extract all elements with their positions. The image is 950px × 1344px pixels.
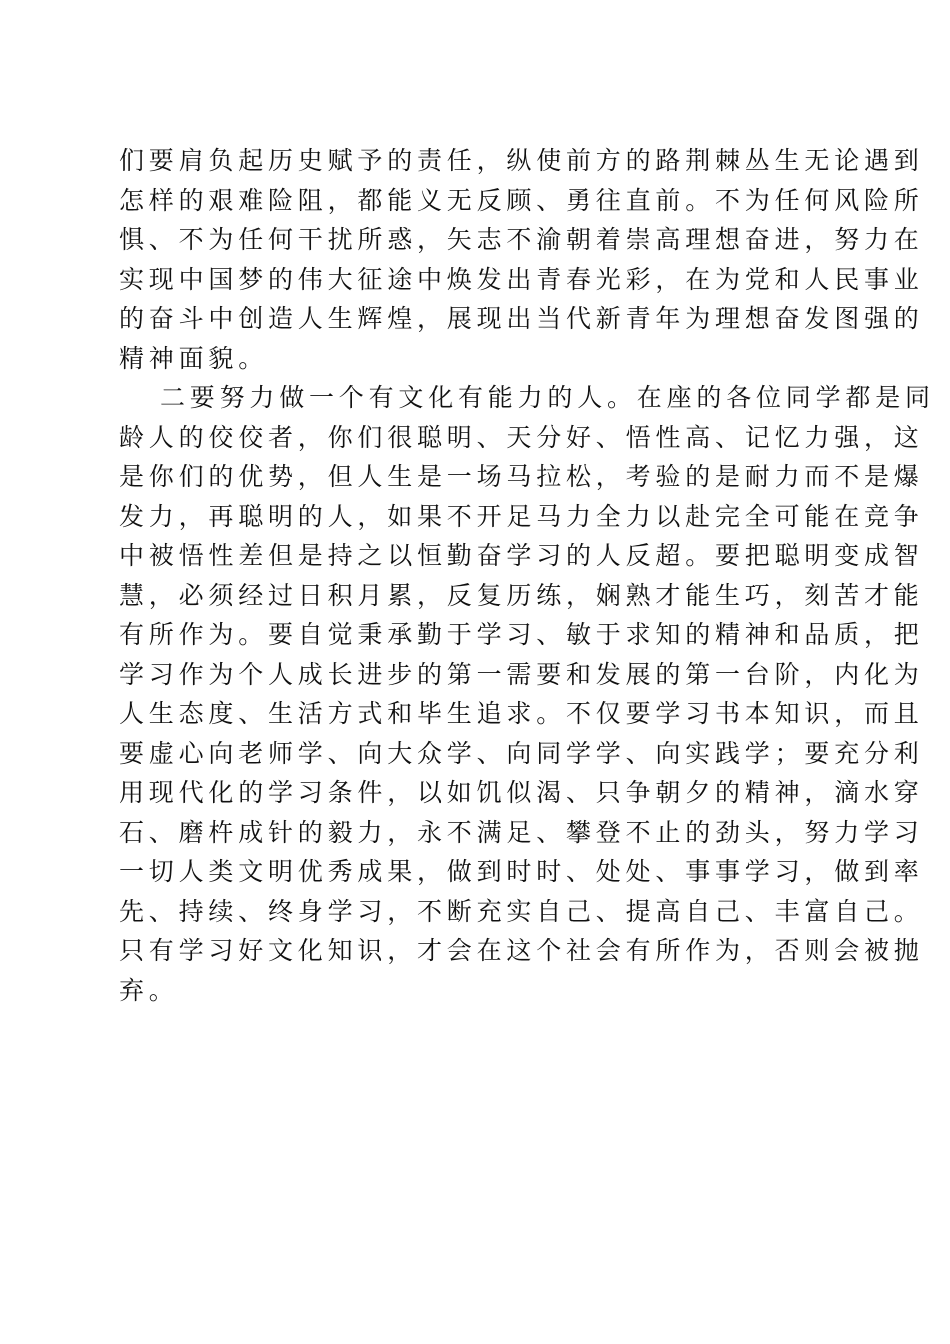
text-line: 的奋斗中创造人生辉煌，展现出当代新青年为理想奋发图强的 xyxy=(119,304,924,333)
text-line: 怎样的艰难险阻，都能义无反顾、勇往直前。不为任何风险所 xyxy=(119,185,924,215)
text-line: 实现中国梦的伟大征途中焕发出青春光彩，在为党和人民事业 xyxy=(119,264,924,294)
paragraph-1 xyxy=(119,141,924,378)
text-line: 精神面貌。 xyxy=(119,343,269,373)
text-line: 慧，必须经过日积月累，反复历练，娴熟才能生巧，刻苦才能 xyxy=(119,580,924,610)
text-line: 惧、不为任何干扰所惑，矢志不渝朝着崇高理想奋进，努力在 xyxy=(119,225,924,254)
text-line: 学习作为个人成长进步的第一需要和发展的第一台阶，内化为 xyxy=(119,659,924,689)
text-line: 一切人类文明优秀成果，做到时时、处处、事事学习，做到率 xyxy=(119,857,924,886)
text-line: 二要努力做一个有文化有能力的人。在座的各位同学都是同 xyxy=(160,383,935,412)
text-line: 中被悟性差但是持之以恒勤奋学习的人反超。要把聪明变成智 xyxy=(119,541,924,570)
text-line: 发力，再聪明的人，如果不开足马力全力以赴完全可能在竞争 xyxy=(119,501,924,531)
text-line: 有所作为。要自觉秉承勤于学习、敏于求知的精神和品质，把 xyxy=(119,620,924,649)
text-line: 石、磨杵成针的毅力，永不满足、攀登不止的劲头，努力学习 xyxy=(119,817,924,847)
text-line: 要虚心向老师学、向大众学、向同学学、向实践学；要充分利 xyxy=(119,738,924,768)
paragraph-2 xyxy=(119,378,935,1010)
text-line: 用现代化的学习条件，以如饥似渴、只争朝夕的精神，滴水穿 xyxy=(119,778,924,807)
text-line: 人生态度、生活方式和毕生追求。不仅要学习书本知识，而且 xyxy=(119,699,924,728)
text-line: 先、持续、终身学习，不断充实自己、提高自己、丰富自己。 xyxy=(119,896,924,926)
text-line: 龄人的佼佼者，你们很聪明、天分好、悟性高、记忆力强，这 xyxy=(119,422,924,452)
text-line: 们要肩负起历史赋予的责任，纵使前方的路荆棘丛生无论遇到 xyxy=(119,146,924,175)
text-line: 是你们的优势，但人生是一场马拉松，考验的是耐力而不是爆 xyxy=(119,462,924,491)
body-text xyxy=(119,141,935,1010)
text-line: 只有学习好文化知识，才会在这个社会有所作为，否则会被抛 xyxy=(119,936,924,965)
text-line: 弃。 xyxy=(119,975,179,1005)
